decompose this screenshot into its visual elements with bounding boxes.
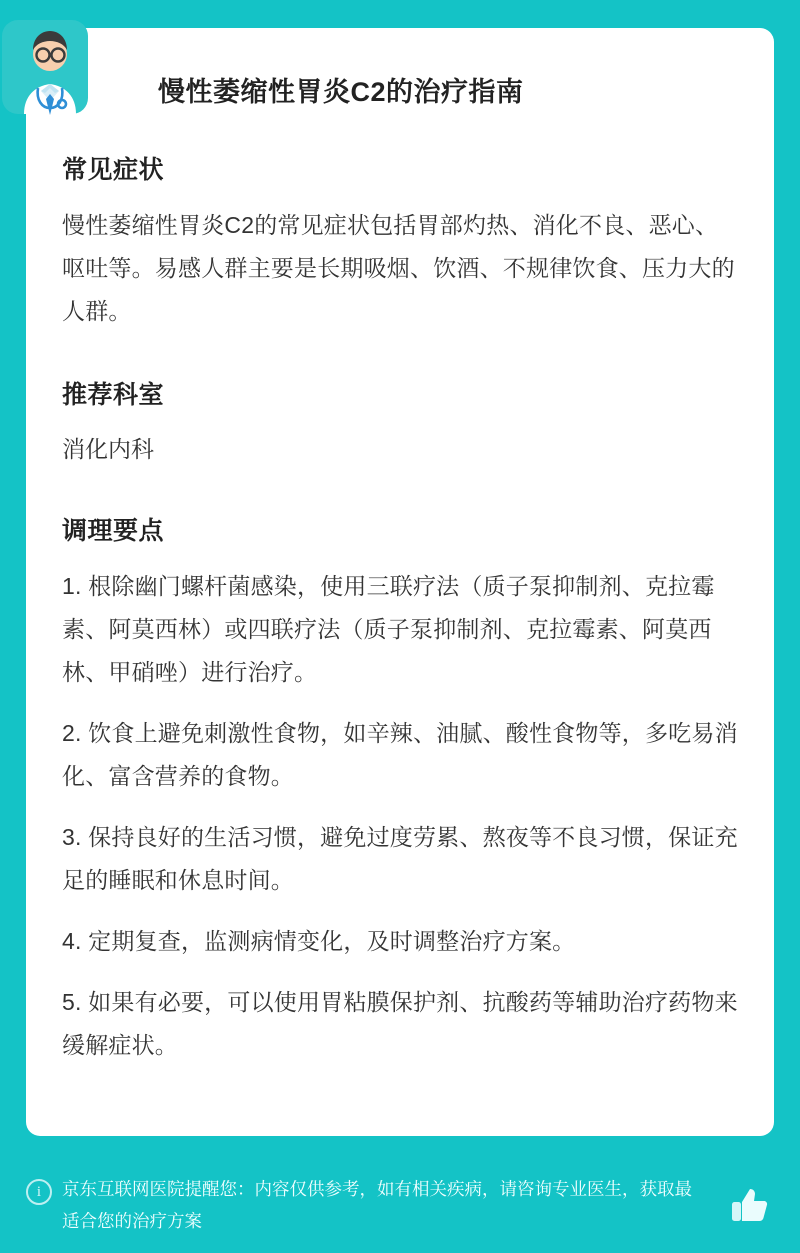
footer-disclaimer-bar <box>26 1173 774 1237</box>
thumbs-up-icon[interactable] <box>730 1183 770 1227</box>
page-title: 慢性萎缩性胃炎C2的治疗指南 <box>158 77 524 107</box>
list-item: 5. 如果有必要，可以使用胃粘膜保护剂、抗酸药等辅助治疗药物来缓解症状。 <box>62 989 738 1059</box>
section-heading-care-points: 调理要点 <box>62 517 165 546</box>
section-heading-symptoms: 常见症状 <box>62 156 165 185</box>
care-points-list <box>62 565 738 1067</box>
info-circle-icon: i <box>26 1179 52 1205</box>
list-item: 3. 保持良好的生活习惯，避免过度劳累、熬夜等不良习惯，保证充足的睡眠和休息时间。 <box>62 824 738 894</box>
content-card <box>26 28 774 1136</box>
footer-left-group <box>26 1173 702 1237</box>
list-item: 1. 根除幽门螺杆菌感染，使用三联疗法（质子泵抑制剂、克拉霉素、阿莫西林）或四联疗法（质子泵抑制剂、克拉霉素、阿莫西林、甲硝唑）进行治疗。 <box>62 573 715 686</box>
list-item: 2. 饮食上避免刺激性食物，如辛辣、油腻、酸性食物等，多吃易消化、富含营养的食物。 <box>62 720 738 790</box>
section-body-symptoms: 慢性萎缩性胃炎C2的常见症状包括胃部灼热、消化不良、恶心、呕吐等。易感人群主要是长期吸烟、饮酒、不规律饮食、压力大的人群。 <box>62 212 735 325</box>
section-heading-department: 推荐科室 <box>62 381 165 410</box>
list-item: 4. 定期复查，监测病情变化，及时调整治疗方案。 <box>62 928 576 955</box>
disclaimer-text: 京东互联网医院提醒您：内容仅供参考，如有相关疾病，请咨询专业医生，获取最适合您的治疗方案 <box>62 1179 692 1231</box>
section-body-department: 消化内科 <box>62 436 154 463</box>
doctor-avatar-icon <box>0 14 116 122</box>
